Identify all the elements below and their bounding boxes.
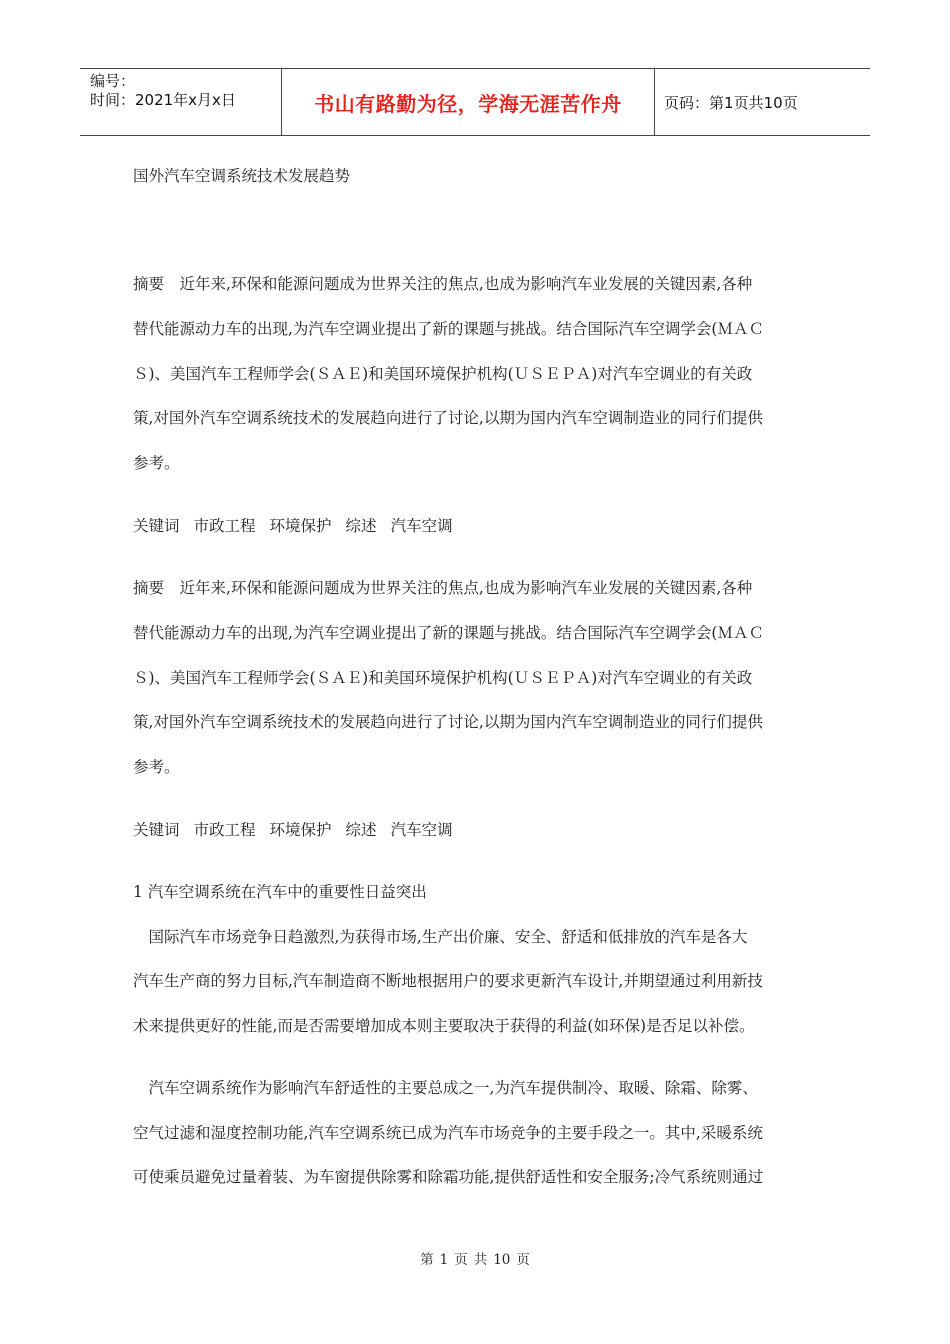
keyword: 市政工程 (193, 821, 256, 839)
keyword: 综述 (345, 517, 377, 535)
section-heading: 1 汽车空调系统在汽车中的重要性日益突出 (133, 883, 427, 901)
abstract-2-line: 参考。 (133, 758, 180, 776)
page-number: 1 (724, 93, 734, 112)
keyword: 汽车空调 (390, 517, 453, 535)
abstract-2-line: 摘要 近年来,环保和能源问题成为世界关注的焦点,也成为影响汽车业发展的关键因素,各种 (133, 579, 753, 597)
total-unit: 页 (782, 93, 798, 112)
keyword: 汽车空调 (390, 821, 453, 839)
total-label: 共 (748, 93, 764, 112)
document-title: 国外汽车空调系统技术发展趋势 (133, 167, 351, 185)
keyword: 市政工程 (193, 517, 256, 535)
serial-number-label: 编号： (90, 72, 136, 90)
document-header (80, 68, 870, 136)
abstract-2-line: 策,对国外汽车空调系统技术的发展趋向进行了讨论,以期为国内汽车空调制造业的同行们提供 (133, 713, 763, 731)
abstract-1-line: 策,对国外汽车空调系统技术的发展趋向进行了讨论,以期为国内汽车空调制造业的同行们提供 (133, 409, 763, 427)
paragraph-1-line: 国际汽车市场竞争日趋激烈,为获得市场,生产出价廉、安全、舒适和低排放的汽车是各大 (133, 928, 748, 946)
page-label: 页码：第 (664, 93, 725, 112)
date-label: 时间：2021年x月x日 (90, 91, 236, 109)
header-meta (80, 69, 281, 135)
footer-prefix: 第 (420, 1252, 434, 1268)
paragraph-2-line: 汽车空调系统作为影响汽车舒适性的主要总成之一,为汽车提供制冷、取暖、除霜、除雾、 (133, 1079, 758, 1097)
paragraph-2-line: 可使乘员避免过量着装、为车窗提供除雾和除霜功能,提供舒适性和安全服务;冷气系统则通过 (133, 1168, 764, 1186)
total-pages: 10 (763, 93, 783, 112)
abstract-1-line: 摘要 近年来,环保和能源问题成为世界关注的焦点,也成为影响汽车业发展的关键因素,各种 (133, 275, 753, 293)
paragraph-1-line: 汽车生产商的努力目标,汽车制造商不断地根据用户的要求更新汽车设计,并期望通过利用新技 (133, 972, 763, 990)
paragraph-2-line: 空气过滤和湿度控制功能,汽车空调系统已成为汽车市场竞争的主要手段之一。其中,采暖系统 (133, 1124, 763, 1142)
keyword: 综述 (345, 821, 377, 839)
motto-text: 书山有路勤为径，学海无涯苦作舟 (314, 91, 622, 116)
footer-total-unit: 页 (516, 1252, 530, 1268)
footer-total-prefix: 共 (473, 1252, 488, 1268)
keywords-1 (133, 514, 467, 536)
abstract-1-line: Ｓ)、美国汽车工程师学会(ＳＡＥ)和美国环境保护机构(ＵＳＥＰＡ)对汽车空调业的有关政 (133, 365, 753, 383)
keyword: 环境保护 (269, 517, 332, 535)
keywords-2 (133, 818, 467, 840)
page-indicator (664, 92, 798, 113)
footer-total: 10 (493, 1252, 511, 1268)
keyword: 环境保护 (269, 821, 332, 839)
footer-unit: 页 (454, 1252, 468, 1268)
header-motto-cell (281, 69, 655, 135)
abstract-1-line: 参考。 (133, 454, 180, 472)
page-footer (0, 1248, 950, 1268)
abstract-2-line: Ｓ)、美国汽车工程师学会(ＳＡＥ)和美国环境保护机构(ＵＳＥＰＡ)对汽车空调业的有关政 (133, 669, 753, 687)
abstract-1-line: 替代能源动力车的出现,为汽车空调业提出了新的课题与挑战。结合国际汽车空调学会(ＭＡＣ (133, 320, 764, 338)
abstract-2-line: 替代能源动力车的出现,为汽车空调业提出了新的课题与挑战。结合国际汽车空调学会(ＭＡＣ (133, 624, 764, 642)
footer-page: 1 (439, 1252, 449, 1268)
paragraph-1-line: 术来提供更好的性能,而是否需要增加成本则主要取决于获得的利益(如环保)是否足以补偿。 (133, 1017, 755, 1035)
keyword-label: 关键词 (133, 821, 180, 839)
keyword-label: 关键词 (133, 517, 180, 535)
header-page-info (655, 69, 870, 135)
page-unit: 页 (733, 93, 749, 112)
